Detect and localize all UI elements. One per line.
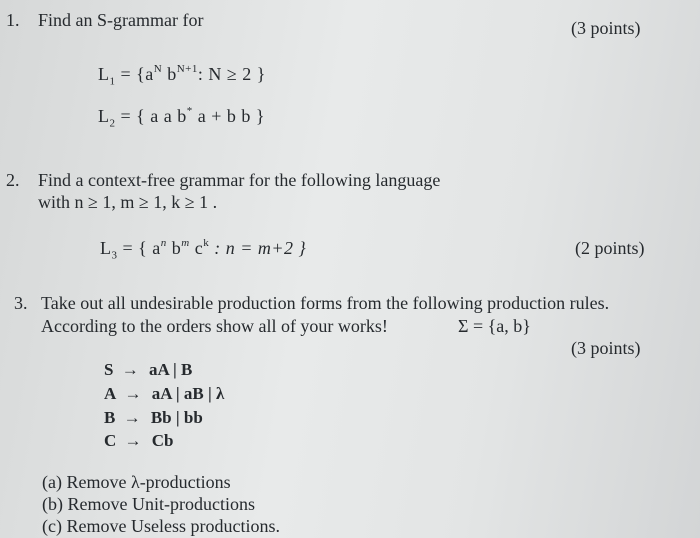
part-b: (b) Remove Unit-productions <box>42 494 255 514</box>
q2-text: Find a context-free grammar for the following language <box>38 170 441 190</box>
q3-line1: Take out all undesirable production forms from the following production rules. <box>41 293 610 313</box>
rule-c: C → Cb <box>104 431 174 450</box>
q2-language-l3: $L_3$ = { $a^n$ $b^m$ $c^k$ : n = m+2 } <box>100 237 307 262</box>
part-a: (a) Remove λ-productions <box>42 472 231 492</box>
q3-points: (3 points) <box>571 338 641 358</box>
q1-language-l1: $L_1 = \{a^N$ $b^{N+1}$: N ≥ 2 } <box>98 63 266 88</box>
q2-number: 2. <box>6 170 20 190</box>
q3-alphabet: Σ = {a, b} <box>458 316 531 336</box>
q2-condition: with n ≥ 1, m ≥ 1, k ≥ 1 . <box>38 192 218 212</box>
q3-line2: According to the orders show all of your works! <box>41 316 388 336</box>
part-c: (c) Remove Useless productions. <box>42 516 280 536</box>
q1-points: (3 points) <box>571 18 641 38</box>
rule-a: A → aA | aB | λ <box>104 384 225 403</box>
rule-s: S → aA | B <box>104 360 193 379</box>
q2-points: (2 points) <box>575 238 645 258</box>
q1-text: Find an S-grammar for <box>38 10 204 30</box>
q1-language-l2: $L_2$ = { a a b* a + b b } <box>98 105 266 130</box>
rule-b: B → Bb | bb <box>104 408 203 427</box>
q3-number: 3. <box>14 293 28 313</box>
q1-number: 1. <box>6 10 20 30</box>
